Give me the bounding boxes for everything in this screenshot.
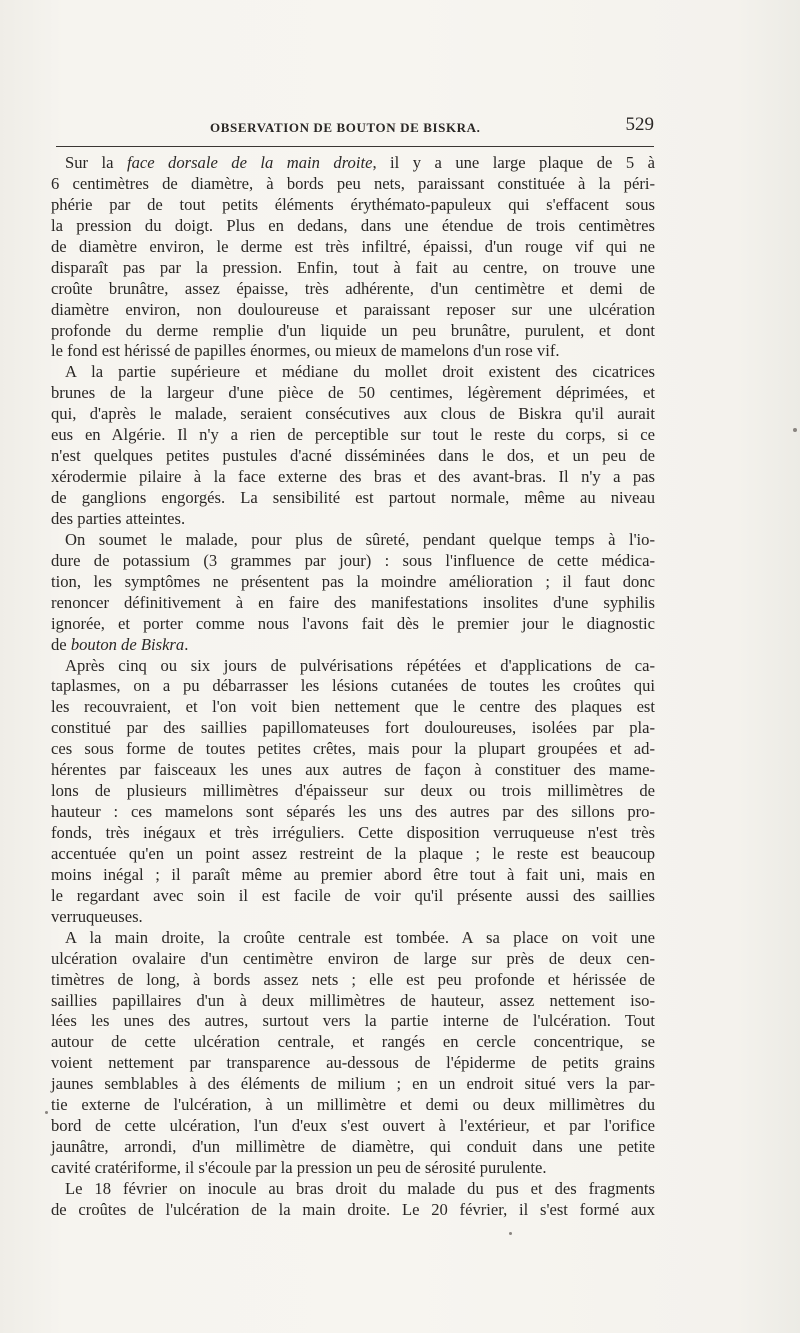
- text-line: [51, 174, 655, 195]
- text-run: qui, d'après le malade, seraient consécutives aux clous de Biskra qu'il aurait: [51, 404, 655, 424]
- text-run: phérie par de tout petits éléments érythémato-papuleux qui s'effacent sous: [51, 194, 655, 214]
- text-run: constitué par des saillies papillomateuses fort douloureuses, isolées par pla-: [51, 718, 655, 738]
- text-line: [51, 991, 655, 1012]
- text-line: [51, 802, 655, 823]
- text-run: xérodermie pilaire à la face externe des bras et des avant-bras. Il n'y a pas: [51, 467, 655, 487]
- text-line: [51, 1095, 655, 1116]
- italic-text: bouton de Biskra: [70, 634, 185, 654]
- text-line: [51, 216, 655, 237]
- text-run: bord de cette ulcération, l'un d'eux s'est ouvert à l'extérieur, et par l'orifice: [51, 1116, 655, 1136]
- text-line: [51, 676, 655, 697]
- text-run: profonde du derme remplie d'un liquide un peu brunâtre, purulent, et dont: [51, 320, 655, 340]
- paper-speck: [45, 1111, 48, 1114]
- text-run: timètres de long, à bords assez nets ; elle est peu profonde et hérissée de: [51, 969, 655, 989]
- text-run: A la main droite, la croûte centrale est tombée. A sa place on voit une: [65, 927, 655, 947]
- text-run: de: [51, 634, 71, 654]
- text-line: [51, 488, 655, 509]
- text-line: [51, 383, 655, 404]
- text-run: ignorée, et porter comme nous l'avons fait dès le premier jour le diagnostic: [51, 613, 655, 633]
- text-run: fonds, très inégaux et très irréguliers. Cette disposition verruqueuse n'est très: [51, 823, 655, 842]
- text-run: On soumet le malade, pour plus de sûreté, pendant quelque temps à l'io-: [65, 529, 655, 549]
- text-run: lons de plusieurs millimètres d'épaisseur sur deux ou trois millimètres de: [51, 781, 655, 801]
- text-run: ces sous forme de toutes petites crêtes, mais pour la plupart groupées et ad-: [51, 739, 655, 759]
- text-line: [51, 258, 655, 279]
- text-run: A la partie supérieure et médiane du mollet droit existent des cicatrices: [65, 362, 655, 382]
- text-run: taplasmes, on a pu débarrasser les lésions cutanées de toutes les croûtes qui: [51, 676, 655, 696]
- text-line: [51, 404, 655, 425]
- text-run: verruqueuses.: [51, 906, 143, 926]
- text-line: [51, 362, 655, 383]
- body-text: [51, 153, 655, 1221]
- text-line: [51, 530, 655, 551]
- text-run: moins inégal ; il paraît même au premier abord être tout à fait uni, mais en: [51, 864, 655, 884]
- text-line: [51, 195, 655, 216]
- text-run: saillies papillaires d'un à deux millimètres de hauteur, assez nettement iso-: [51, 990, 655, 1010]
- text-line: [51, 1074, 655, 1095]
- header-rule: [56, 146, 654, 147]
- text-line: [51, 907, 655, 928]
- text-line: [51, 844, 655, 865]
- text-line: [51, 823, 655, 844]
- text-run: de ganglions engorgés. La sensibilité est partout normale, même au niveau: [51, 488, 655, 507]
- text-run: de diamètre environ, le derme est très infiltré, épaissi, d'un rouge vif qui ne: [51, 236, 655, 256]
- text-line: [51, 1053, 655, 1074]
- text-line: [51, 614, 655, 635]
- text-run: jaunâtre, arrondi, d'un millimètre de diamètre, qui conduit dans une petite: [51, 1137, 655, 1157]
- text-line: [51, 718, 655, 739]
- text-run: croûte brunâtre, assez épaisse, très adhérente, d'un centimètre et demi de: [51, 278, 655, 298]
- text-run: n'est quelques petites pustules d'acné disséminées dans le dos, et un peu de: [51, 446, 655, 466]
- text-run: diamètre environ, non douloureuse et paraissant reposer sur une ulcération: [51, 299, 655, 319]
- text-line: [51, 928, 655, 949]
- paper-speck: [793, 428, 797, 432]
- text-line: [51, 467, 655, 488]
- text-line: [51, 656, 655, 677]
- text-run: dure de potassium (3 grammes par jour) : sous l'influence de cette médica-: [51, 550, 655, 570]
- text-run: autour de cette ulcération centrale, et rangés en cercle concentrique, se: [51, 1032, 655, 1052]
- text-line: [51, 949, 655, 970]
- page-header: [56, 112, 654, 140]
- text-run: des parties atteintes.: [51, 508, 186, 528]
- text-line: [51, 697, 655, 718]
- paper-speck: [509, 1232, 512, 1235]
- text-line: [51, 446, 655, 467]
- text-run: Le 18 février on inocule au bras droit du malade du pus et des fragments: [65, 1178, 655, 1198]
- text-line: [51, 1137, 655, 1158]
- text-run: accentuée qu'en un point assez restreint de la plaque ; le reste est beaucoup: [51, 843, 655, 863]
- text-line: [51, 1200, 655, 1221]
- text-line: [51, 321, 655, 342]
- text-line: [51, 635, 655, 656]
- text-run: brunes de la largeur d'une pièce de 50 centimes, légèrement déprimées, et: [51, 383, 655, 403]
- page-number: 529: [625, 114, 654, 135]
- text-line: [51, 551, 655, 572]
- text-line: [51, 425, 655, 446]
- text-line: [51, 572, 655, 593]
- text-run: Après cinq ou six jours de pulvérisations répétées et d'applications de ca-: [65, 655, 655, 675]
- text-line: [51, 237, 655, 258]
- text-run: Sur la: [65, 153, 127, 172]
- text-run: cavité cratériforme, il s'écoule par la pression un peu de sérosité purulente.: [51, 1158, 547, 1177]
- text-line: [51, 739, 655, 760]
- text-run: voient nettement par transparence au-dessous de l'épiderme de petits grains: [51, 1053, 655, 1073]
- text-run: jaunes semblables à des éléments de milium ; en un endroit situé vers la par-: [51, 1074, 655, 1094]
- text-line: [51, 300, 655, 321]
- text-run: le regardant avec soin il est facile de voir qu'il présente aussi des saillies: [51, 885, 655, 905]
- text-line: [51, 781, 655, 802]
- running-title: OBSERVATION DE BOUTON DE BISKRA.: [210, 120, 481, 135]
- text-line: [51, 153, 655, 174]
- text-run: hauteur : ces mamelons sont séparés les uns des autres par des sillons pro-: [51, 802, 655, 822]
- text-run: renoncer définitivement à en faire des manifestations insolites d'une syphilis: [51, 592, 655, 612]
- text-line: [51, 509, 655, 530]
- text-run: les recouvraient, et l'on voit bien nettement que le centre des plaques est: [51, 697, 655, 717]
- text-line: [51, 1116, 655, 1137]
- text-run: 6 centimètres de diamètre, à bords peu nets, paraissant constituée à la péri-: [51, 173, 655, 193]
- text-line: [51, 970, 655, 991]
- text-line: [51, 1032, 655, 1053]
- text-run: .: [184, 634, 189, 654]
- text-line: [51, 279, 655, 300]
- text-line: [51, 760, 655, 781]
- text-run: eus en Algérie. Il n'y a rien de perceptible sur tout le reste du corps, si ce: [51, 425, 655, 445]
- text-line: [51, 1158, 655, 1179]
- italic-text: face dorsale de la main droite: [126, 153, 373, 172]
- text-line: [51, 593, 655, 614]
- text-run: tion, les symptômes ne présentent pas la moindre amélioration ; il faut donc: [51, 571, 655, 591]
- text-line: [51, 341, 655, 362]
- text-run: ulcération ovalaire d'un centimètre environ de large sur près de deux cen-: [51, 948, 655, 968]
- text-run: disparaît pas par la pression. Enfin, tout à fait au centre, on trouve une: [51, 257, 655, 277]
- text-run: de croûtes de l'ulcération de la main droite. Le 20 février, il s'est formé aux: [51, 1199, 655, 1219]
- text-run: lées les unes des autres, surtout vers la partie interne de l'ulcération. Tout: [51, 1011, 655, 1031]
- text-run: le fond est hérissé de papilles énormes, ou mieux de mamelons d'un rose vif.: [51, 341, 560, 361]
- text-run: hérentes par faisceaux les unes aux autres de façon à constituer des mame-: [51, 760, 655, 780]
- text-run: tie externe de l'ulcération, à un millimètre et demi ou deux millimètres du: [51, 1095, 655, 1115]
- text-line: [51, 1179, 655, 1200]
- text-line: [51, 1011, 655, 1032]
- text-run: , il y a une large plaque de 5 à: [372, 153, 655, 172]
- text-line: [51, 865, 655, 886]
- text-run: la pression du doigt. Plus en dedans, dans une étendue de trois centimètres: [51, 215, 655, 235]
- text-line: [51, 886, 655, 907]
